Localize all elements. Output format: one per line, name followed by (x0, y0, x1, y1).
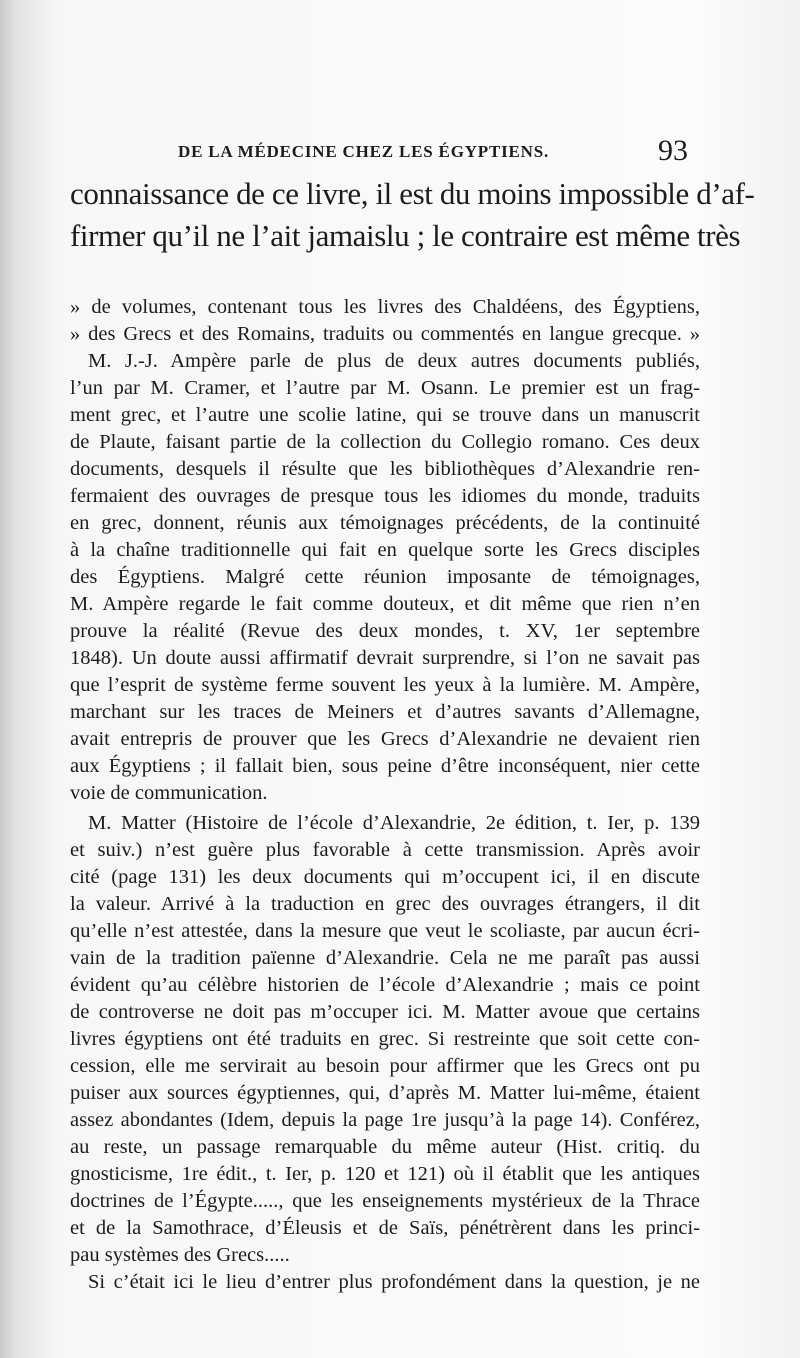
text-line: 1848). Un doute aussi affirmatif devrait surprendre, si l’on ne savait pas (70, 647, 700, 669)
text-line: M. Matter (Histoire de l’école d’Alexandrie, 2e édition, t. Ier, p. 139 (88, 812, 700, 834)
text-line: et suiv.) n’est guère plus favorable à cette transmission. Après avoir (70, 839, 700, 861)
text-line: à la chaîne traditionnelle qui fait en quelque sorte les Grecs disciples (70, 539, 700, 561)
text-line: documents, desquels il résulte que les bibliothèques d’Alexandrie ren- (70, 458, 700, 480)
text-line: de controverse ne doit pas m’occuper ici. M. Matter avoue que certains (70, 1001, 700, 1023)
text-line: pau systèmes des Grecs..... (70, 1244, 290, 1266)
intro-line: connaissance de ce livre, il est du moins impossible d’af- (70, 176, 755, 211)
text-line: puiser aux sources égyptiennes, qui, d’après M. Matter lui-même, étaient (70, 1082, 700, 1104)
text-line: voie de communication. (70, 782, 268, 804)
text-line: la valeur. Arrivé à la traduction en grec des ouvrages étrangers, il dit (70, 893, 700, 915)
page-header (178, 136, 698, 170)
page-number: 93 (658, 134, 688, 167)
text-line: l’un par M. Cramer, et l’autre par M. Osann. Le premier est un frag- (70, 377, 700, 399)
text-line: en grec, donnent, réunis aux témoignages précédents, de la continuité (70, 512, 700, 534)
text-line: des Égyptiens. Malgré cette réunion imposante de témoignages, (70, 566, 700, 588)
text-line: » des Grecs et des Romains, traduits ou commentés en langue grecque. » (70, 323, 700, 345)
text-line: doctrines de l’Égypte....., que les enseignements mystérieux de la Thrace (70, 1190, 700, 1212)
text-line: de Plaute, faisant partie de la collection du Collegio romano. Ces deux (70, 431, 700, 453)
text-line: marchant sur les traces de Meiners et d’autres savants d’Allemagne, (70, 701, 700, 723)
text-line: M. J.-J. Ampère parle de plus de deux autres documents publiés, (88, 350, 700, 372)
text-line: ment grec, et l’autre une scolie latine, qui se trouve dans un manuscrit (70, 404, 700, 426)
text-line: avait entrepris de prouver que les Grecs d’Alexandrie ne devaient rien (70, 728, 700, 750)
text-line: fermaient des ouvrages de presque tous les idiomes du monde, traduits (70, 485, 700, 507)
text-line: et de la Samothrace, d’Éleusis et de Saïs, pénétrèrent dans les princi- (70, 1217, 700, 1239)
text-line: cession, elle me servirait au besoin pour affirmer que les Grecs ont pu (70, 1055, 700, 1077)
intro-line: firmer qu’il ne l’ait jamaislu ; le contraire est même très (70, 218, 741, 253)
text-line: Si c’était ici le lieu d’entrer plus profondément dans la question, je ne (88, 1271, 700, 1293)
text-line: prouve la réalité (Revue des deux mondes, t. XV, 1er septembre (70, 620, 700, 642)
text-line: cité (page 131) les deux documents qui m’occupent ici, il en discute (70, 866, 700, 888)
running-head: DE LA MÉDECINE CHEZ LES ÉGYPTIENS. (178, 142, 550, 161)
text-line: que l’esprit de système ferme souvent les yeux à la lumière. M. Ampère, (70, 674, 700, 696)
text-line: » de volumes, contenant tous les livres des Chaldéens, des Égyptiens, (70, 296, 700, 318)
text-line: gnosticisme, 1re édit., t. Ier, p. 120 et 121) où il établit que les antiques (70, 1163, 700, 1185)
text-line: évident qu’au célèbre historien de l’école d’Alexandrie ; mais ce point (70, 974, 700, 996)
text-line: au reste, un passage remarquable du même auteur (Hist. critiq. du (70, 1136, 700, 1158)
text-line: qu’elle n’est attestée, dans la mesure que veut le scoliaste, par aucun écri- (70, 920, 700, 942)
text-line: M. Ampère regarde le fait comme douteux, et dit même que rien n’en (70, 593, 700, 615)
text-line: assez abondantes (Idem, depuis la page 1re jusqu’à la page 14). Conférez, (70, 1109, 700, 1131)
text-line: vain de la tradition païenne d’Alexandrie. Cela ne me paraît pas aussi (70, 947, 700, 969)
text-line: livres égyptiens ont été traduits en grec. Si restreinte que soit cette con- (70, 1028, 700, 1050)
text-line: aux Égyptiens ; il fallait bien, sous peine d’être inconséquent, nier cette (70, 755, 700, 777)
